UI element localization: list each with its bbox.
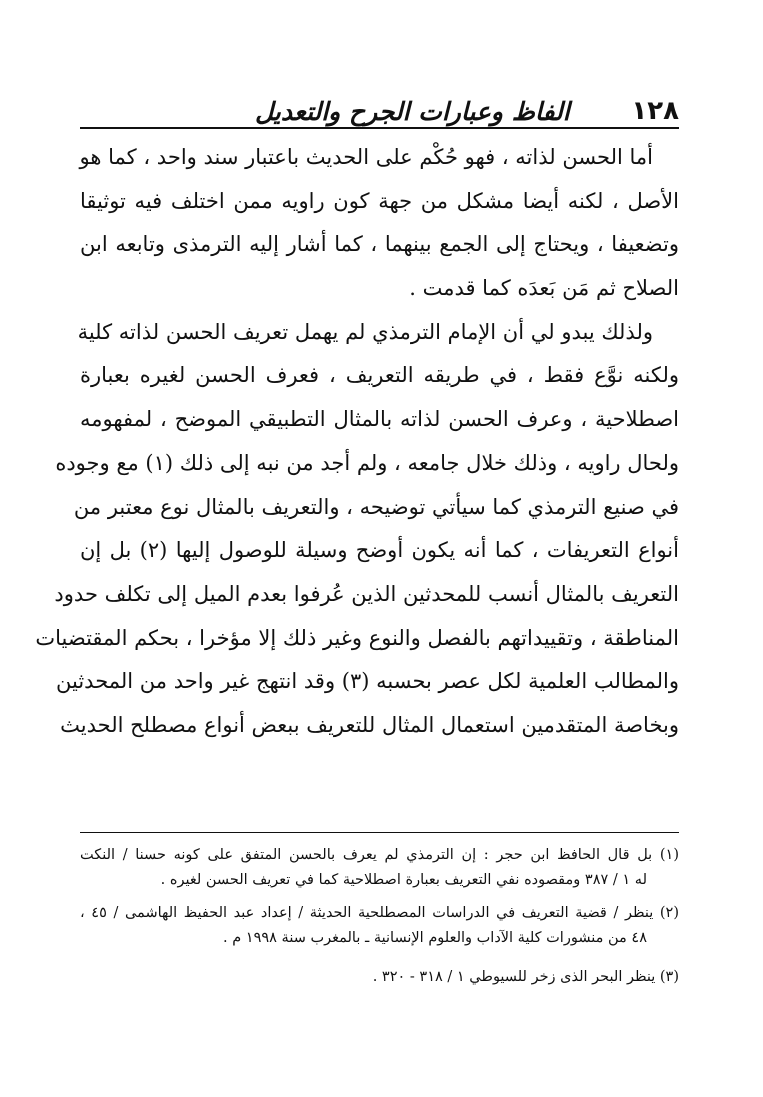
page-number: ١٢٨ <box>631 96 679 126</box>
footnote-2: (٢) ينظر / قضية التعريف في الدراسات المصطلحية الحديثة / إعداد عبد الحفيظ الهاشمى / ٤٥ ، <box>80 905 679 921</box>
body-line: التعريف بالمثال أنسب للمحدثين الذين عُرفوا بعدم الميل إلى تكلف حدود <box>54 581 679 606</box>
body-line: في صنيع الترمذي كما سيأتي توضيحه ، والتعريف بالمثال نوع معتبر من <box>73 494 679 519</box>
body-line: والمطالب العلمية لكل عصر بحسبه (٣) وقد انتهج غير واحد من المحدثين <box>56 669 679 694</box>
footnote-2-cont: ٤٨ من منشورات كلية الآداب والعلوم الإنسانية ـ بالمغرب سنة ١٩٩٨ م . <box>222 930 647 946</box>
body-text <box>35 136 679 748</box>
footnotes <box>80 843 679 990</box>
page-header <box>80 82 679 126</box>
body-line: اصطلاحية ، وعرف الحسن لذاته بالمثال التطبيقي الموضح ، لمفهومه <box>80 407 679 432</box>
body-line: أنواع التعريفات ، كما أنه يكون أوضح وسيلة للوصول إليها (٢) بل إن <box>80 538 679 563</box>
body-line: الأصل ، لكنه أيضا مشكل من جهة كون راويه ممن اختلف فيه توثيقا <box>80 188 679 213</box>
body-line: المناطقة ، وتقييداتهم بالفصل والنوع وغير ذلك إلا مؤخرا ، بحكم المقتضيات <box>35 625 679 650</box>
footnote-3: (٣) ينظر البحر الذى زخر للسيوطي ١ / ٣١٨ - ٣٢٠ . <box>372 969 679 985</box>
body-line: ولكنه نوَّع فقط ، في طريقه التعريف ، فعرف الحسن لغيره بعبارة <box>80 363 679 388</box>
body-line: ولحال راويه ، وذلك خلال جامعه ، ولم أجد من نبه إلى ذلك (١) مع وجوده <box>55 450 679 475</box>
book-title: الفاظ وعبارات الجرح والتعديل <box>255 97 570 126</box>
body-line: ولذلك يبدو لي أن الإمام الترمذي لم يهمل تعريف الحسن لذاته كلية <box>77 319 653 344</box>
body-line: الصلاح ثم مَن بَعدَه كما قدمت . <box>409 276 679 301</box>
body-line: وبخاصة المتقدمين استعمال المثال للتعريف ببعض أنواع مصطلح الحديث <box>60 712 679 737</box>
header-rule <box>80 127 679 129</box>
footnote-1-cont: له ١ / ٣٨٧ ومقصوده نفي التعريف بعبارة اصطلاحية كما في تعريف الحسن لغيره . <box>160 872 647 888</box>
body-line: أما الحسن لذاته ، فهو حُكْم على الحديث باعتبار سند واحد ، كما هو <box>79 145 653 169</box>
footnote-rule <box>80 832 679 833</box>
body-line: وتضعيفا ، ويحتاج إلى الجمع بينهما ، كما أشار إليه الترمذى وتابعه ابن <box>80 232 679 257</box>
footnote-1: (١) بل قال الحافظ ابن حجر : إن الترمذي لم يعرف بالحسن المتفق على كونه حسنا / النكت <box>80 847 679 863</box>
